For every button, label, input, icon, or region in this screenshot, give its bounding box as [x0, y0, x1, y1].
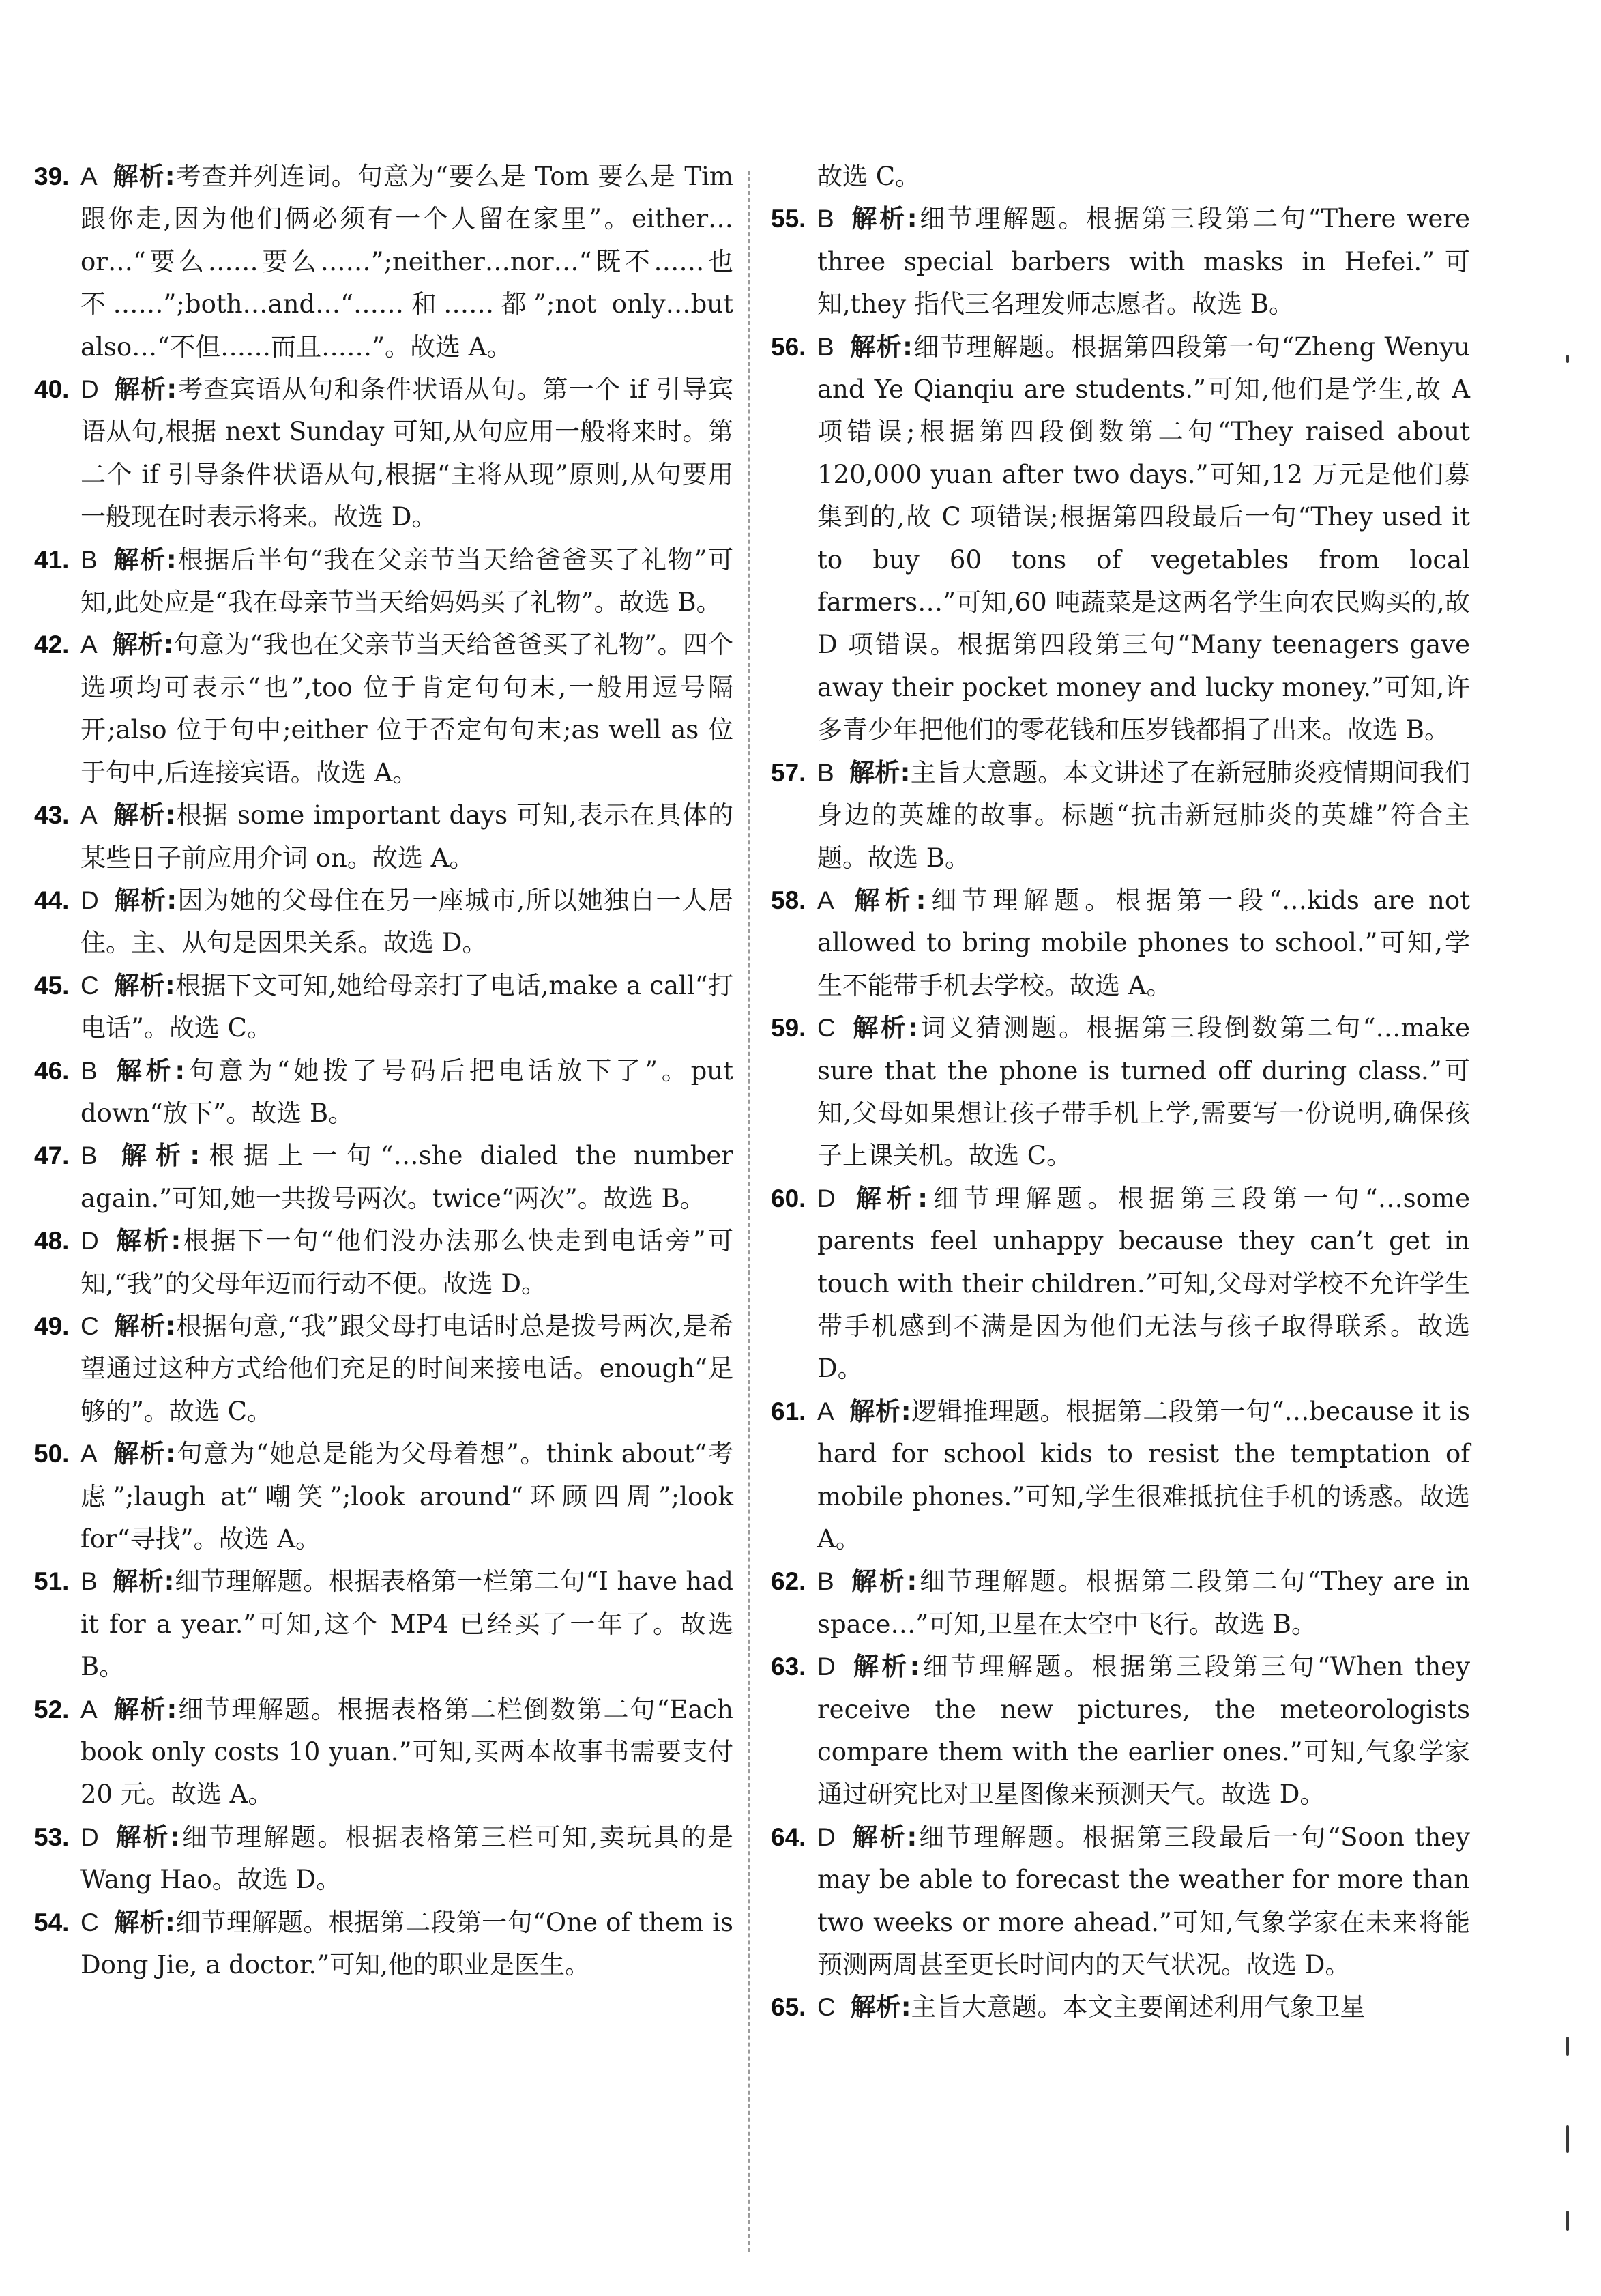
analysis-text: 句意为“她拨了号码后把电话放下了”。put down“放下”。故选 B。	[80, 1056, 734, 1128]
answer-choice: B	[817, 332, 834, 361]
question-number: 45.	[34, 971, 70, 1000]
analysis-label: 解析:	[849, 204, 917, 234]
analysis-text: 因为她的父母住在另一座城市,所以她独自一人居住。主、从句是因果关系。故选 D。	[80, 885, 733, 958]
question-number: 59.	[771, 1014, 806, 1043]
answer-item	[771, 1178, 1470, 1391]
answer-choice: A	[80, 801, 98, 830]
answer-item	[34, 1220, 733, 1305]
analysis-label: 解析:	[112, 800, 176, 830]
answer-choice: A	[80, 1695, 98, 1724]
analysis-text: 主旨大意题。本文讲述了在新冠肺炎疫情期间我们身边的英雄的故事。标题“抗击新冠肺炎的英雄”符合主题。故选 B。	[817, 757, 1471, 873]
right-column	[771, 156, 1470, 2029]
answer-item	[34, 156, 733, 368]
answer-choice: A	[817, 886, 834, 914]
analysis-label: 解析:	[850, 1992, 911, 2022]
answer-item	[34, 1902, 733, 1987]
continuation-text: 故选 C。	[817, 162, 921, 191]
question-number: 39.	[34, 162, 70, 190]
answer-item	[34, 539, 733, 624]
analysis-text: 考查并列连词。句意为“要么是 Tom 要么是 Tim 跟你走,因为他们俩必须有一个人留在家里”。either…or…“要么……要么……”;neither…nor…“既不……也不……”;both…and…“……和……都”;not only…but also…“不但……而且……”。故选 A。	[80, 162, 734, 362]
analysis-label: 解析:	[112, 544, 177, 575]
question-number: 42.	[34, 630, 70, 659]
question-number: 56.	[771, 332, 806, 361]
analysis-text: 根据句意,“我”跟父母打电话时总是拨号两次,是希望通过这种方式给他们充足的时间来接电话。enough“足够的”。故选 C。	[80, 1311, 733, 1426]
question-number: 51.	[34, 1567, 70, 1596]
analysis-label: 解析:	[849, 1567, 917, 1597]
answer-choice: D	[80, 886, 99, 914]
answer-choice: D	[817, 1184, 836, 1212]
answer-item	[34, 1305, 733, 1433]
left-column	[34, 156, 733, 1986]
analysis-label: 解析:	[850, 1822, 917, 1852]
analysis-label: 解析:	[112, 1567, 175, 1597]
analysis-text: 细节理解题。根据第二段第二句“They are in space…”可知,卫星在太空中飞行。故选 B。	[817, 1567, 1470, 1639]
analysis-label: 解析:	[849, 885, 926, 915]
answer-item	[771, 1816, 1470, 1987]
answer-choice: B	[817, 1567, 834, 1596]
answer-choice: D	[817, 1653, 836, 1681]
question-number: 61.	[771, 1397, 806, 1425]
answer-choice: C	[80, 1311, 99, 1340]
answer-item	[771, 880, 1470, 1007]
answer-choice: B	[80, 1567, 98, 1596]
question-number: 60.	[771, 1184, 806, 1212]
question-number: 55.	[771, 205, 806, 233]
analysis-label: 解析:	[112, 1056, 186, 1086]
answer-item	[771, 1986, 1470, 2029]
analysis-text: 细节理解题。根据表格第一栏第二句“I have had it for a year.”可知,这个 MP4 已经买了一年了。故选 B。	[80, 1567, 733, 1682]
question-number: 63.	[771, 1653, 806, 1681]
analysis-text: 主旨大意题。本文主要阐述利用气象卫星	[911, 1992, 1366, 2022]
analysis-text: 细节理解题。根据表格第二栏倒数第二句“Each book only costs 10 yuan.”可知,买两本故事书需要支付 20 元。故选 A。	[80, 1694, 733, 1810]
answer-choice: A	[80, 1440, 98, 1468]
answer-choice: B	[80, 545, 98, 574]
analysis-label: 解析:	[850, 1013, 919, 1043]
question-number: 54.	[34, 1908, 70, 1936]
analysis-text: 细节理解题。根据第一段“…kids are not allowed to bring mobile phones to school.”可知,学生不能带手机去学校。故选 A。	[817, 885, 1471, 1000]
analysis-label: 解析:	[112, 1141, 201, 1171]
answer-item	[34, 1816, 733, 1902]
analysis-label: 解析:	[113, 1226, 181, 1256]
analysis-label: 解析:	[113, 375, 177, 405]
analysis-label: 解析:	[113, 1311, 176, 1341]
left-answer-list	[34, 156, 733, 1986]
question-number: 43.	[34, 801, 70, 830]
answer-item	[771, 1560, 1470, 1646]
answer-item	[771, 326, 1470, 752]
analysis-label: 解析:	[112, 1694, 177, 1724]
answer-item	[34, 1433, 733, 1560]
analysis-label: 解析:	[850, 1652, 920, 1682]
answer-item	[34, 1050, 733, 1135]
answer-item	[34, 965, 733, 1050]
analysis-label: 解析:	[112, 630, 174, 660]
answer-item	[34, 1135, 733, 1220]
scan-edge-mark	[1566, 2037, 1569, 2056]
analysis-text: 句意为“她总是能为父母着想”。think about“考虑”;laugh at“嘲笑”;look around“环顾四周”;look for“寻找”。故选 A。	[80, 1439, 733, 1554]
answer-item	[34, 794, 733, 880]
analysis-label: 解析:	[113, 885, 177, 915]
answer-choice: D	[80, 375, 99, 404]
answer-item	[34, 1689, 733, 1816]
answer-choice: B	[80, 1142, 98, 1170]
answer-choice: B	[817, 758, 834, 787]
analysis-text: 逻辑推理题。根据第二段第一句“…because it is hard for school kids to resist the temptation of mobile phones.”可知,学生很难抵抗住手机的诱惑。故选 A。	[817, 1396, 1471, 1554]
answer-item	[34, 368, 733, 539]
answer-choice: C	[80, 1908, 99, 1936]
right-answer-list	[771, 198, 1470, 2029]
analysis-text: 句意为“我也在父亲节当天给爸爸买了礼物”。四个选项均可表示“也”,too 位于肯定句句末,一般用逗号隔开;also 位于句中;either 位于否定句句末;as well as 位于句中,后连接宾语。故选 A。	[80, 630, 733, 787]
analysis-text: 细节理解题。根据表格第三栏可知,卖玩具的是 Wang Hao。故选 D。	[80, 1822, 734, 1895]
answer-choice: B	[817, 205, 834, 233]
analysis-text: 根据下文可知,她给母亲打了电话,make a call“打电话”。故选 C。	[80, 970, 733, 1043]
answer-item	[771, 1007, 1470, 1178]
analysis-text: 细节理解题。根据第三段第三句“When they receive the new pictures, the meteorologists compare them with the earlier ones.”可知,气象学家通过研究比对卫星图像来预测天气。故选 D。	[817, 1652, 1470, 1810]
question-number: 62.	[771, 1567, 806, 1596]
question-number: 53.	[34, 1822, 70, 1851]
answer-choice: A	[817, 1397, 834, 1425]
question-number: 50.	[34, 1440, 70, 1468]
answer-item	[771, 752, 1470, 880]
answer-choice: C	[817, 1014, 836, 1043]
question-number: 49.	[34, 1311, 70, 1340]
answer-choice: C	[817, 1993, 836, 2022]
answer-choice: D	[80, 1822, 99, 1851]
analysis-label: 解析:	[849, 1396, 911, 1426]
answer-choice: B	[80, 1056, 98, 1085]
answer-choice: D	[817, 1822, 836, 1851]
scan-edge-mark	[1566, 2211, 1569, 2231]
answer-choice: A	[80, 162, 98, 190]
analysis-text: 细节理解题。根据第二段第一句“One of them is Dong Jie, a doctor.”可知,他的职业是医生。	[80, 1907, 733, 1980]
analysis-text: 细节理解题。根据第三段第一句“…some parents feel unhappy because they can’t get in touch with their children.”可知,父母对学校不允许学生带手机感到不满是因为他们无法与孩子取得联系。故选 D。	[817, 1183, 1471, 1384]
analysis-label: 解析:	[849, 332, 913, 362]
question-number: 46.	[34, 1056, 70, 1085]
answer-choice: C	[80, 971, 99, 1000]
analysis-text: 细节理解题。根据第四段第一句“Zheng Wenyu and Ye Qianqiu are students.”可知,他们是学生,故 A 项错误;根据第四段倒数第二句“They raised about 120,000 yuan after two days.”可知,12 万元是他们募集到的,故 C 项错误;根据第四段最后一句“They used it to buy 60 tons of vegetables from local farmers…”可知,60 吨蔬菜是这两名学生向农民购买的,故 D 项错误。根据第四段第三句“Many teenagers gave away their pocket money and lucky money.”可知,许多青少年把他们的零花钱和压岁钱都捐了出来。故选 B。	[817, 332, 1471, 745]
analysis-text: 根据下一句“他们没办法那么快走到电话旁”可知,“我”的父母年迈而行动不便。故选 D。	[80, 1226, 733, 1298]
column-divider	[748, 171, 750, 2252]
answer-item	[771, 198, 1470, 325]
question-number: 48.	[34, 1227, 70, 1255]
analysis-label: 解析:	[113, 1907, 175, 1937]
analysis-text: 根据 some important days 可知,表示在具体的某些日子前应用介词 on。故选 A。	[80, 800, 733, 873]
analysis-text: 根据上一句“…she dialed the number again.”可知,她一共拨号两次。twice“两次”。故选 B。	[80, 1141, 733, 1213]
question-number: 65.	[771, 1993, 806, 2022]
analysis-label: 解析:	[112, 162, 175, 191]
answer-item	[771, 1391, 1470, 1561]
analysis-text: 细节理解题。根据第三段第二句“There were three special barbers with masks in Hefei.”可知,they 指代三名理发师志愿者。故选 B。	[817, 204, 1470, 319]
scan-edge-mark	[1566, 2125, 1569, 2153]
analysis-label: 解析:	[113, 970, 175, 1000]
analysis-text: 根据后半句“我在父亲节当天给爸爸买了礼物”可知,此处应是“我在母亲节当天给妈妈买了礼物”。故选 B。	[80, 544, 733, 617]
analysis-text: 考查宾语从句和条件状语从句。第一个 if 引导宾语从句,根据 next Sunday 可知,从句应用一般将来时。第二个 if 引导条件状语从句,根据“主将从现”原则,从句要用一般现在时表示将来。故选 D。	[80, 375, 733, 532]
analysis-label: 解析:	[113, 1822, 180, 1852]
question-number: 41.	[34, 545, 70, 574]
answer-item	[34, 1560, 733, 1688]
question-number: 44.	[34, 886, 70, 914]
analysis-label: 解析:	[850, 1183, 928, 1213]
scan-edge-mark	[1566, 355, 1569, 363]
answer-choice: D	[80, 1227, 99, 1255]
question-number: 64.	[771, 1822, 806, 1851]
question-number: 58.	[771, 886, 806, 914]
question-number: 57.	[771, 758, 806, 787]
analysis-text: 细节理解题。根据第三段最后一句“Soon they may be able to forecast the weather for more than two weeks or more ahead.”可知,气象学家在未来将能预测两周甚至更长时间内的天气状况。故选 D。	[817, 1822, 1471, 1980]
question-number: 40.	[34, 375, 70, 404]
answer-item	[771, 1646, 1470, 1816]
question-number: 47.	[34, 1142, 70, 1170]
answer-choice: A	[80, 630, 98, 659]
answer-item	[34, 624, 733, 794]
answer-item	[34, 880, 733, 965]
question-number: 52.	[34, 1695, 70, 1724]
analysis-label: 解析:	[849, 757, 911, 787]
analysis-label: 解析:	[112, 1439, 176, 1469]
analysis-text: 词义猜测题。根据第三段倒数第二句“…make sure that the phone is turned off during class.”可知,父母如果想让孩子带手机上学,需要写一份说明,确保孩子上课关机。故选 C。	[817, 1013, 1470, 1171]
